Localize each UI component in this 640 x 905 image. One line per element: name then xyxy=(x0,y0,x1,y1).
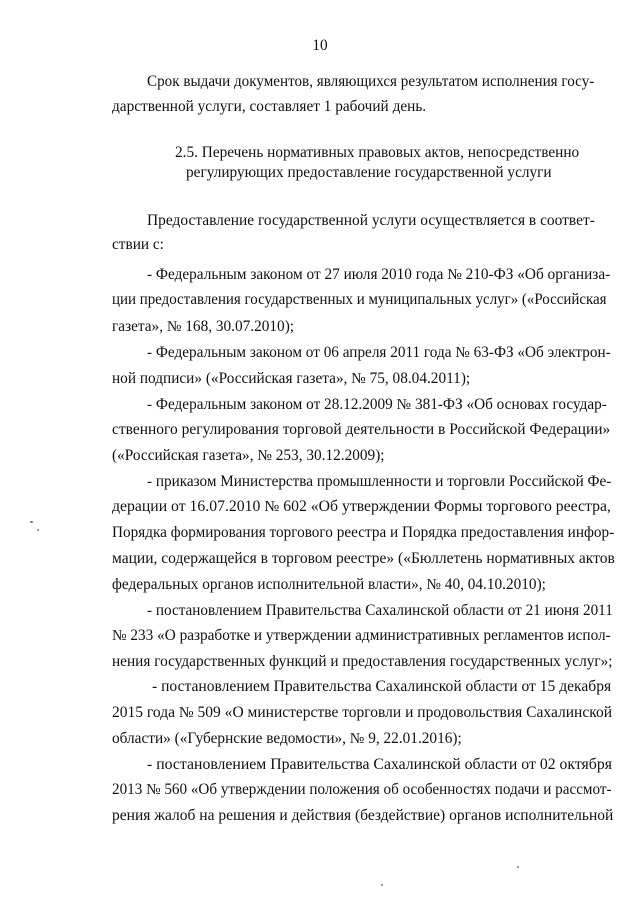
act-line: - постановлением Правительства Сахалинской области от 02 октября xyxy=(147,756,612,773)
act-line: - приказом Министерства промышленности и торговли Российской Фе- xyxy=(147,473,612,490)
act-line: области» («Губернские ведомости», № 9, 22.01.2016); xyxy=(112,730,462,747)
act-line: № 233 «О разработке и утверждении административных регламентов испол- xyxy=(112,627,611,644)
scan-speck xyxy=(37,529,39,531)
scan-speck xyxy=(30,521,33,523)
scan-speck xyxy=(381,884,383,886)
act-line: - Федеральным законом от 06 апреля 2011 года № 63-ФЗ «Об электрон- xyxy=(147,344,611,361)
page-number: 10 xyxy=(312,37,328,54)
section-heading-line: 2.5. Перечень нормативных правовых актов, непосредственно xyxy=(175,144,580,161)
act-line: 2013 № 560 «Об утверждении положения об особенностях подачи и рассмот- xyxy=(112,781,612,798)
act-line: дерации от 16.07.2010 № 602 «Об утверждении Формы торгового реестра, xyxy=(112,498,611,515)
act-line: («Российская газета», № 253, 30.12.2009); xyxy=(112,447,385,464)
act-line: газета», № 168, 30.07.2010); xyxy=(112,318,295,335)
section-heading-line: регулирующих предоставление государственной услуги xyxy=(186,164,552,181)
act-line: ственного регулирования торговой деятельности в Российской Федерации» xyxy=(112,421,611,438)
deadline-line: Срок выдачи документов, являющихся результатом исполнения госу- xyxy=(147,73,595,90)
deadline-line: дарственной услуги, составляет 1 рабочий день. xyxy=(112,98,427,115)
act-line: - постановлением Правительства Сахалинской области от 21 июня 2011 xyxy=(147,602,613,619)
act-line: - Федеральным законом от 27 июля 2010 года № 210-ФЗ «Об организа- xyxy=(147,266,611,283)
act-line: федеральных органов исполнительной власти», № 40, 04.10.2010); xyxy=(112,576,546,593)
act-line: - постановлением Правительства Сахалинской области от 15 декабря xyxy=(152,678,612,695)
act-line: рения жалоб на решения и действия (бездействие) органов исполнительной xyxy=(112,807,614,824)
intro-line: Предоставление государственной услуги осуществляется в соответ- xyxy=(147,212,595,229)
act-line: 2015 года № 509 «О министерстве торговли и продовольствия Сахалинской xyxy=(112,704,613,721)
act-line: нения государственных функций и предоставления государственных услуг»; xyxy=(112,653,613,670)
act-line: Порядка формирования торгового реестра и Порядка предоставления инфор- xyxy=(112,524,615,541)
act-line: ной подписи» («Российская газета», № 75, 08.04.2011); xyxy=(112,370,471,387)
act-line: мации, содержащейся в торговом реестре» («Бюллетень нормативных актов xyxy=(112,550,615,567)
scan-speck xyxy=(517,866,519,868)
act-line: ции предоставления государственных и муниципальных услуг» («Российская xyxy=(112,291,607,308)
intro-line: ствии с: xyxy=(112,236,164,253)
act-line: - Федеральным законом от 28.12.2009 № 381-ФЗ «Об основах государ- xyxy=(147,396,607,413)
